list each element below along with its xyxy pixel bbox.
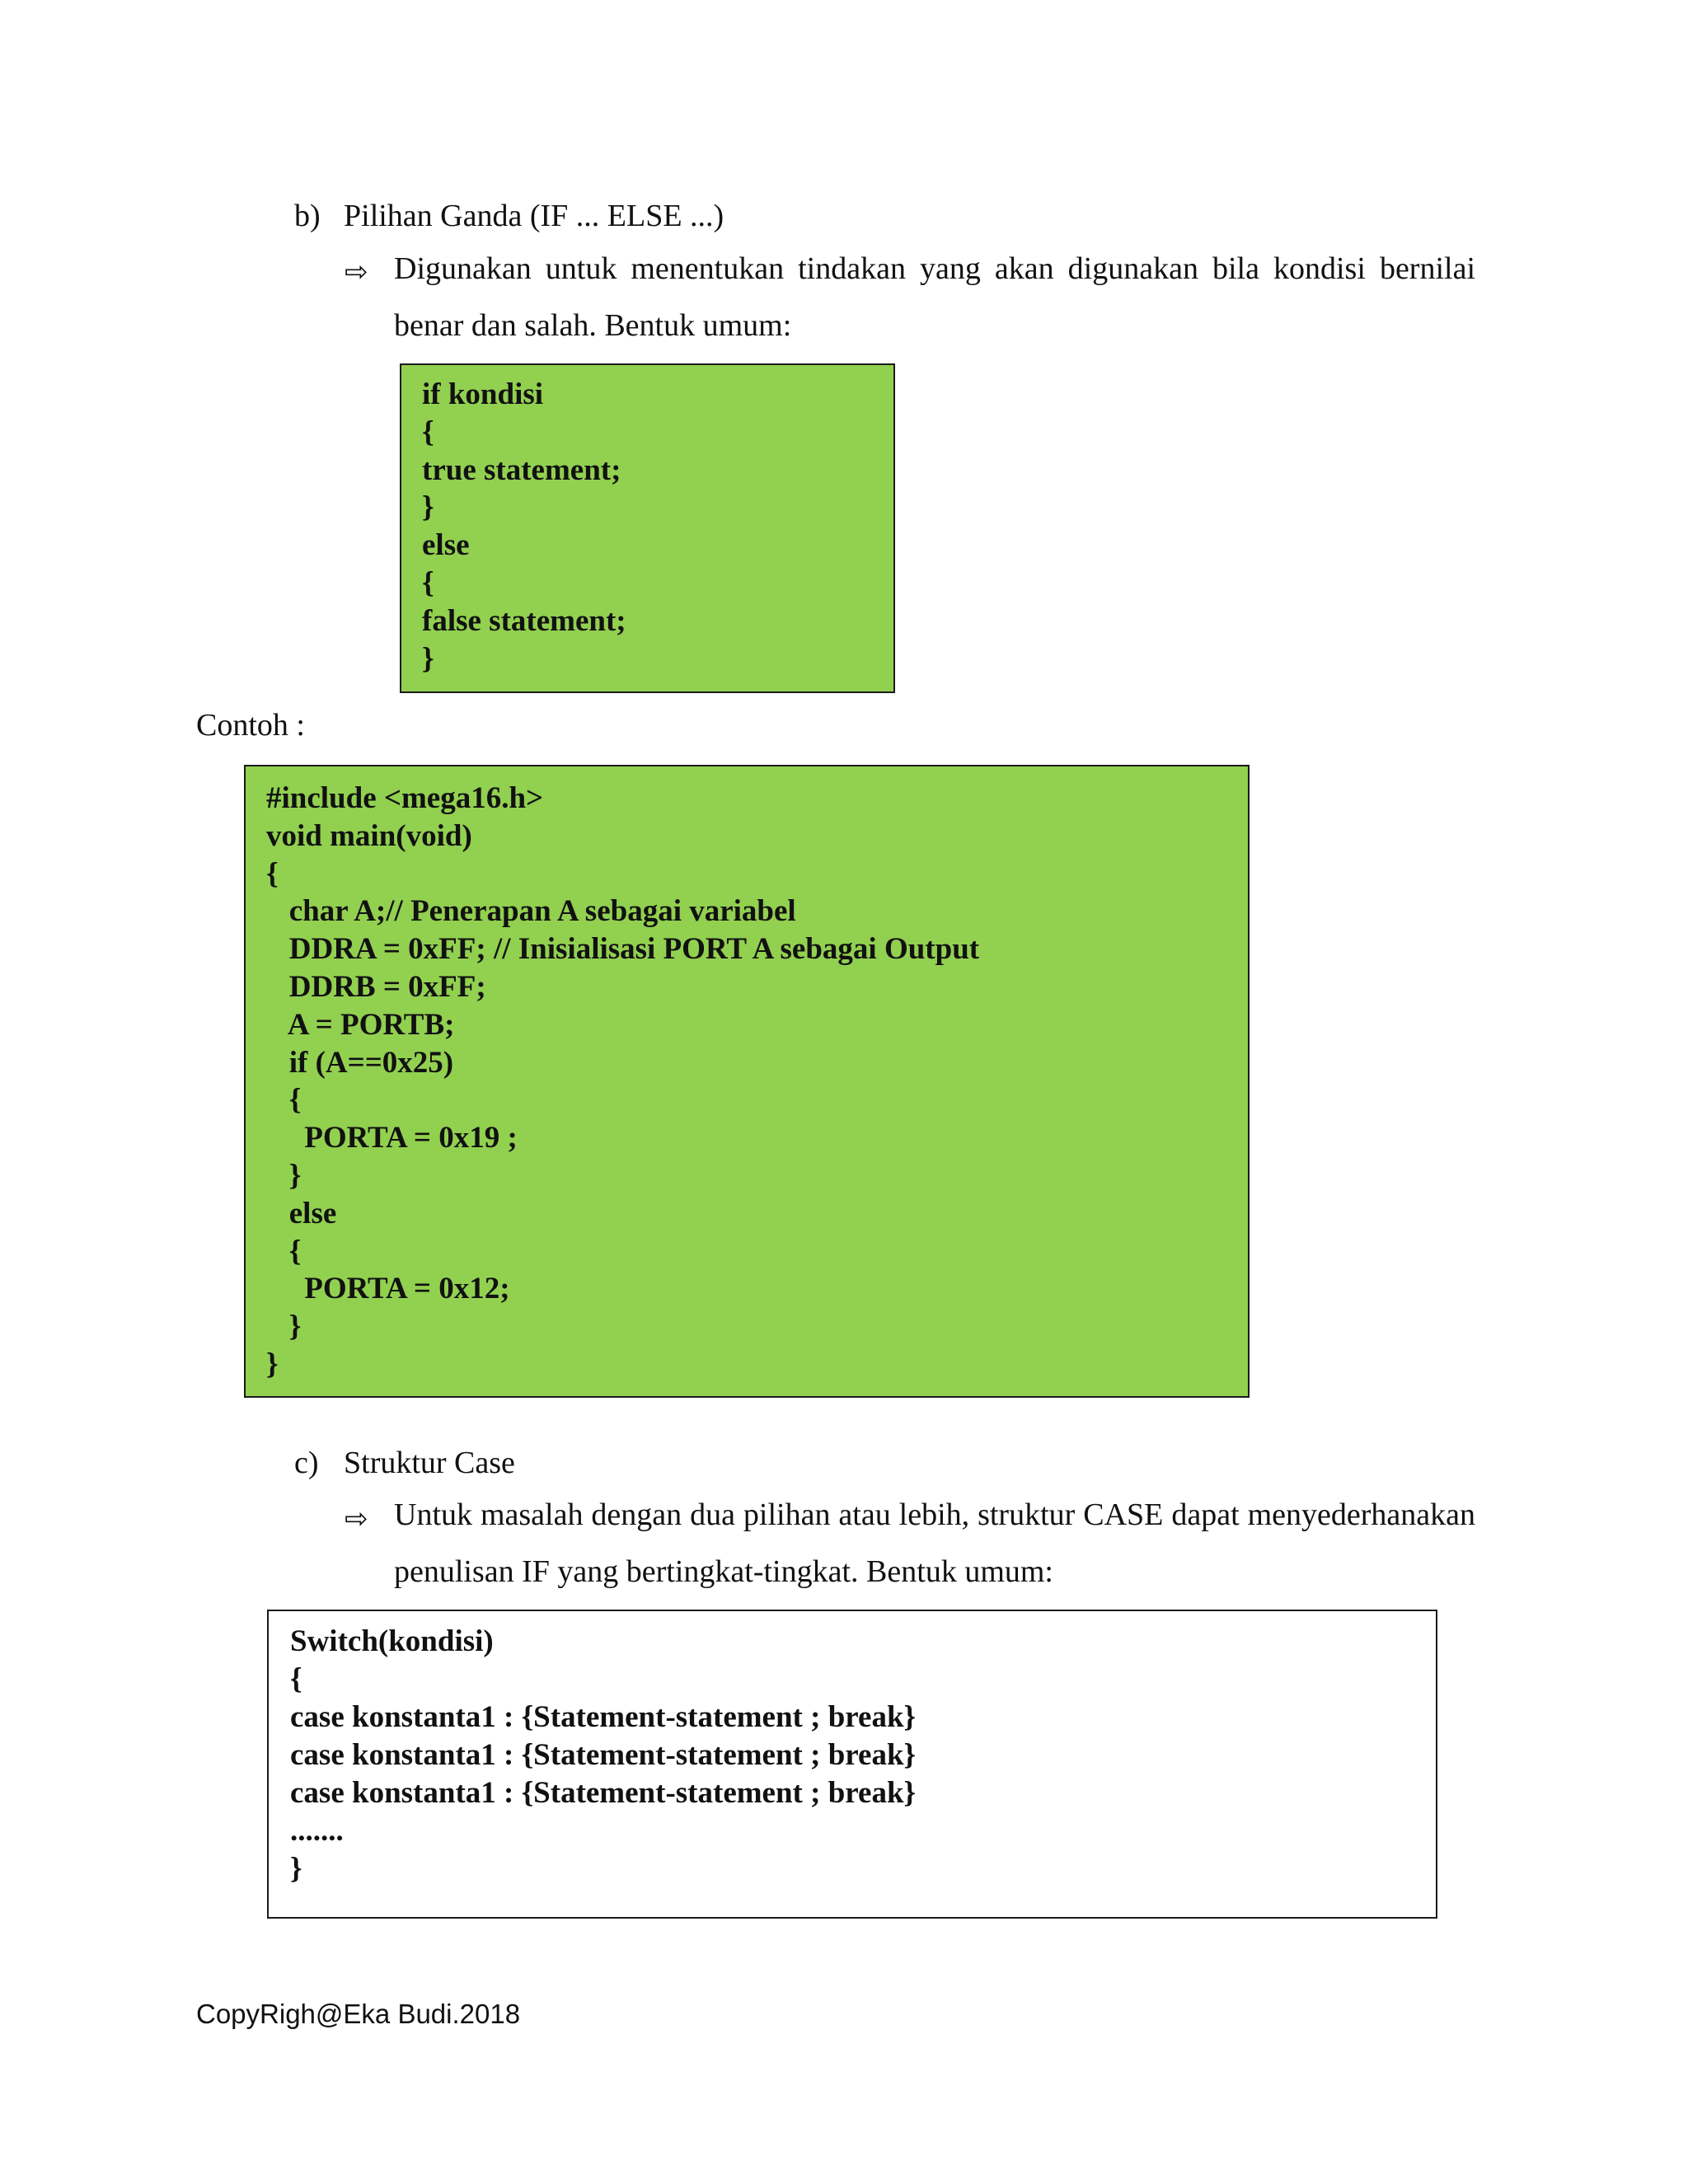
section-c-marker: c) [294,1446,319,1480]
code-line: } [266,1310,302,1344]
code-line: } [422,490,434,525]
code-line: PORTA = 0x12; [266,1272,510,1306]
arrow-right-icon: ⇨ [345,1502,368,1535]
code-line: #include <mega16.h> [266,781,544,815]
code-line: if (A==0x25) [266,1045,454,1080]
code-line: PORTA = 0x19 ; [266,1121,518,1155]
code-line: case konstanta1 : {Statement-statement ; break} [290,1700,917,1734]
if-else-syntax-box [400,363,895,693]
example-code-box [244,765,1250,1398]
arrow-right-icon: ⇨ [345,255,368,288]
code-line: { [290,1662,302,1696]
example-label: Contoh : [196,708,305,743]
example-code-lines [266,780,1248,1384]
section-b-heading [294,196,724,236]
section-b-description: Digunakan untuk menentukan tindakan yang akan digunakan bila kondisi bernilai benar dan salah. Bentuk umum: [394,251,1475,343]
code-line: DDRB = 0xFF; [266,969,486,1004]
code-line: } [422,641,434,676]
section-c-heading [294,1443,515,1483]
code-line: A = PORTB; [266,1007,455,1042]
code-line: true statement; [422,452,621,487]
switch-case-syntax-lines [290,1623,1436,1888]
code-line: false statement; [422,603,626,638]
code-line: case konstanta1 : {Statement-statement ; break} [290,1776,917,1810]
code-line: { [266,1234,302,1268]
code-line: char A;// Penerapan A sebagai variabel [266,894,796,929]
section-c-description: Untuk masalah dengan dua pilihan atau lebih, struktur CASE dapat menyederhanakan penulisan IF yang bertingkat-tingkat. Bentuk umum: [394,1497,1475,1589]
switch-case-syntax-box [267,1610,1437,1919]
footer-copyright: CopyRigh@Eka Budi.2018 [196,1999,521,2029]
code-line: { [422,565,434,600]
code-line: DDRA = 0xFF; // Inisialisasi PORT A sebagai Output [266,932,980,967]
code-line: { [422,415,434,449]
section-c-title: Struktur Case [344,1446,515,1480]
code-line: } [266,1158,302,1193]
code-line: Switch(kondisi) [290,1624,494,1658]
code-line: else [266,1196,337,1230]
code-line: if kondisi [422,377,544,411]
code-line: { [266,856,279,891]
code-line: case konstanta1 : {Statement-statement ; break} [290,1738,917,1772]
section-b-marker: b) [294,199,321,233]
code-line: ....... [290,1814,344,1848]
if-else-syntax-lines [422,376,893,677]
code-line: void main(void) [266,818,472,853]
code-line: { [266,1083,302,1118]
code-line: } [266,1347,279,1381]
code-line: else [422,528,470,563]
section-b-title: Pilihan Ganda (IF ... ELSE ...) [344,199,724,233]
code-line: } [290,1852,302,1886]
